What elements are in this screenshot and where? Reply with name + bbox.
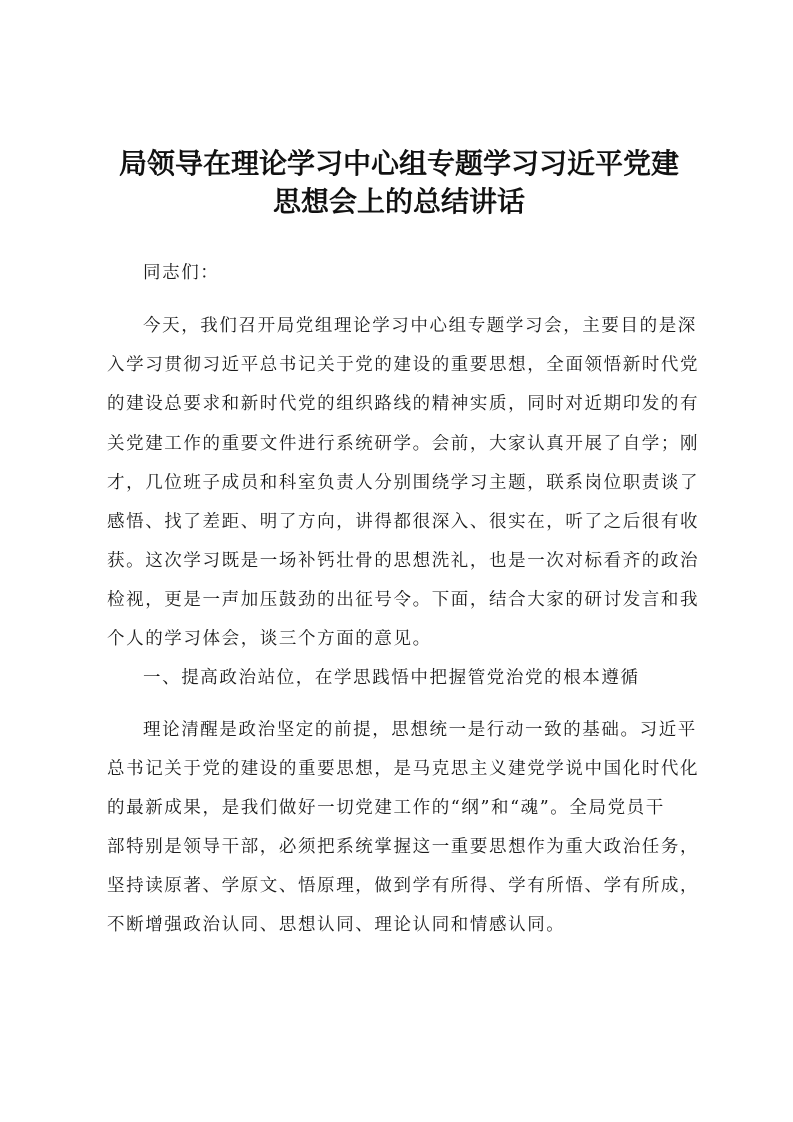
paragraph-1-line: 才，几位班子成员和科室负责人分别围绕学习主题，联系岗位职责谈了 [107,473,700,493]
paragraph-2-line: 不断增强政治认同、思想认同、理论认同和情感认同。 [107,915,566,935]
paragraph-2-line: 坚持读原著、学原文、悟原理，做到学有所得、学有所悟、学有所成， [107,876,700,896]
paragraph-1-line: 今天，我们召开局党组理论学习中心组专题学习会，主要目的是深 [143,316,697,336]
paragraph-1-line: 检视，更是一声加压鼓劲的出征号令。下面，结合大家的研讨发言和我 [107,590,700,610]
paragraph-2-line: 总书记关于党的建设的重要思想，是马克思主义建党学说中国化时代化 [107,759,700,779]
paragraph-1-line: 个人的学习体会，谈三个方面的意见。 [107,629,432,649]
paragraph-1-line: 感悟、找了差距、明了方向，讲得都很深入、很实在，听了之后很有收 [107,512,700,532]
section-heading-1: 一、提高政治站位，在学思践悟中把握管党治党的根本遵循 [143,668,640,688]
paragraph-1-line: 的建设总要求和新时代党的组织路线的精神实质，同时对近期印发的有 [107,394,700,414]
paragraph-1-line: 获。这次学习既是一场补钙壮骨的思想洗礼，也是一次对标看齐的政治 [107,551,700,571]
document-title-line-2: 思想会上的总结讲话 [272,185,525,218]
paragraph-1-line: 入学习贯彻习近平总书记关于党的建设的重要思想，全面领悟新时代党 [107,355,700,375]
paragraph-1-line: 关党建工作的重要文件进行系统研学。会前，大家认真开展了自学；刚 [107,434,700,454]
salutation: 同志们： [143,263,220,283]
paragraph-2-line: 部特别是领导干部，必须把系统掌握这一重要思想作为重大政治任务， [107,837,700,857]
paragraph-2-line: 理论清醒是政治坚定的前提，思想统一是行动一致的基础。习近平 [143,720,697,740]
document-title-line-1: 局领导在理论学习中心组专题学习习近平党建 [118,147,679,180]
paragraph-2-line: 的最新成果，是我们做好一切党建工作的“纲”和“魂”。全局党员干 [107,798,665,818]
